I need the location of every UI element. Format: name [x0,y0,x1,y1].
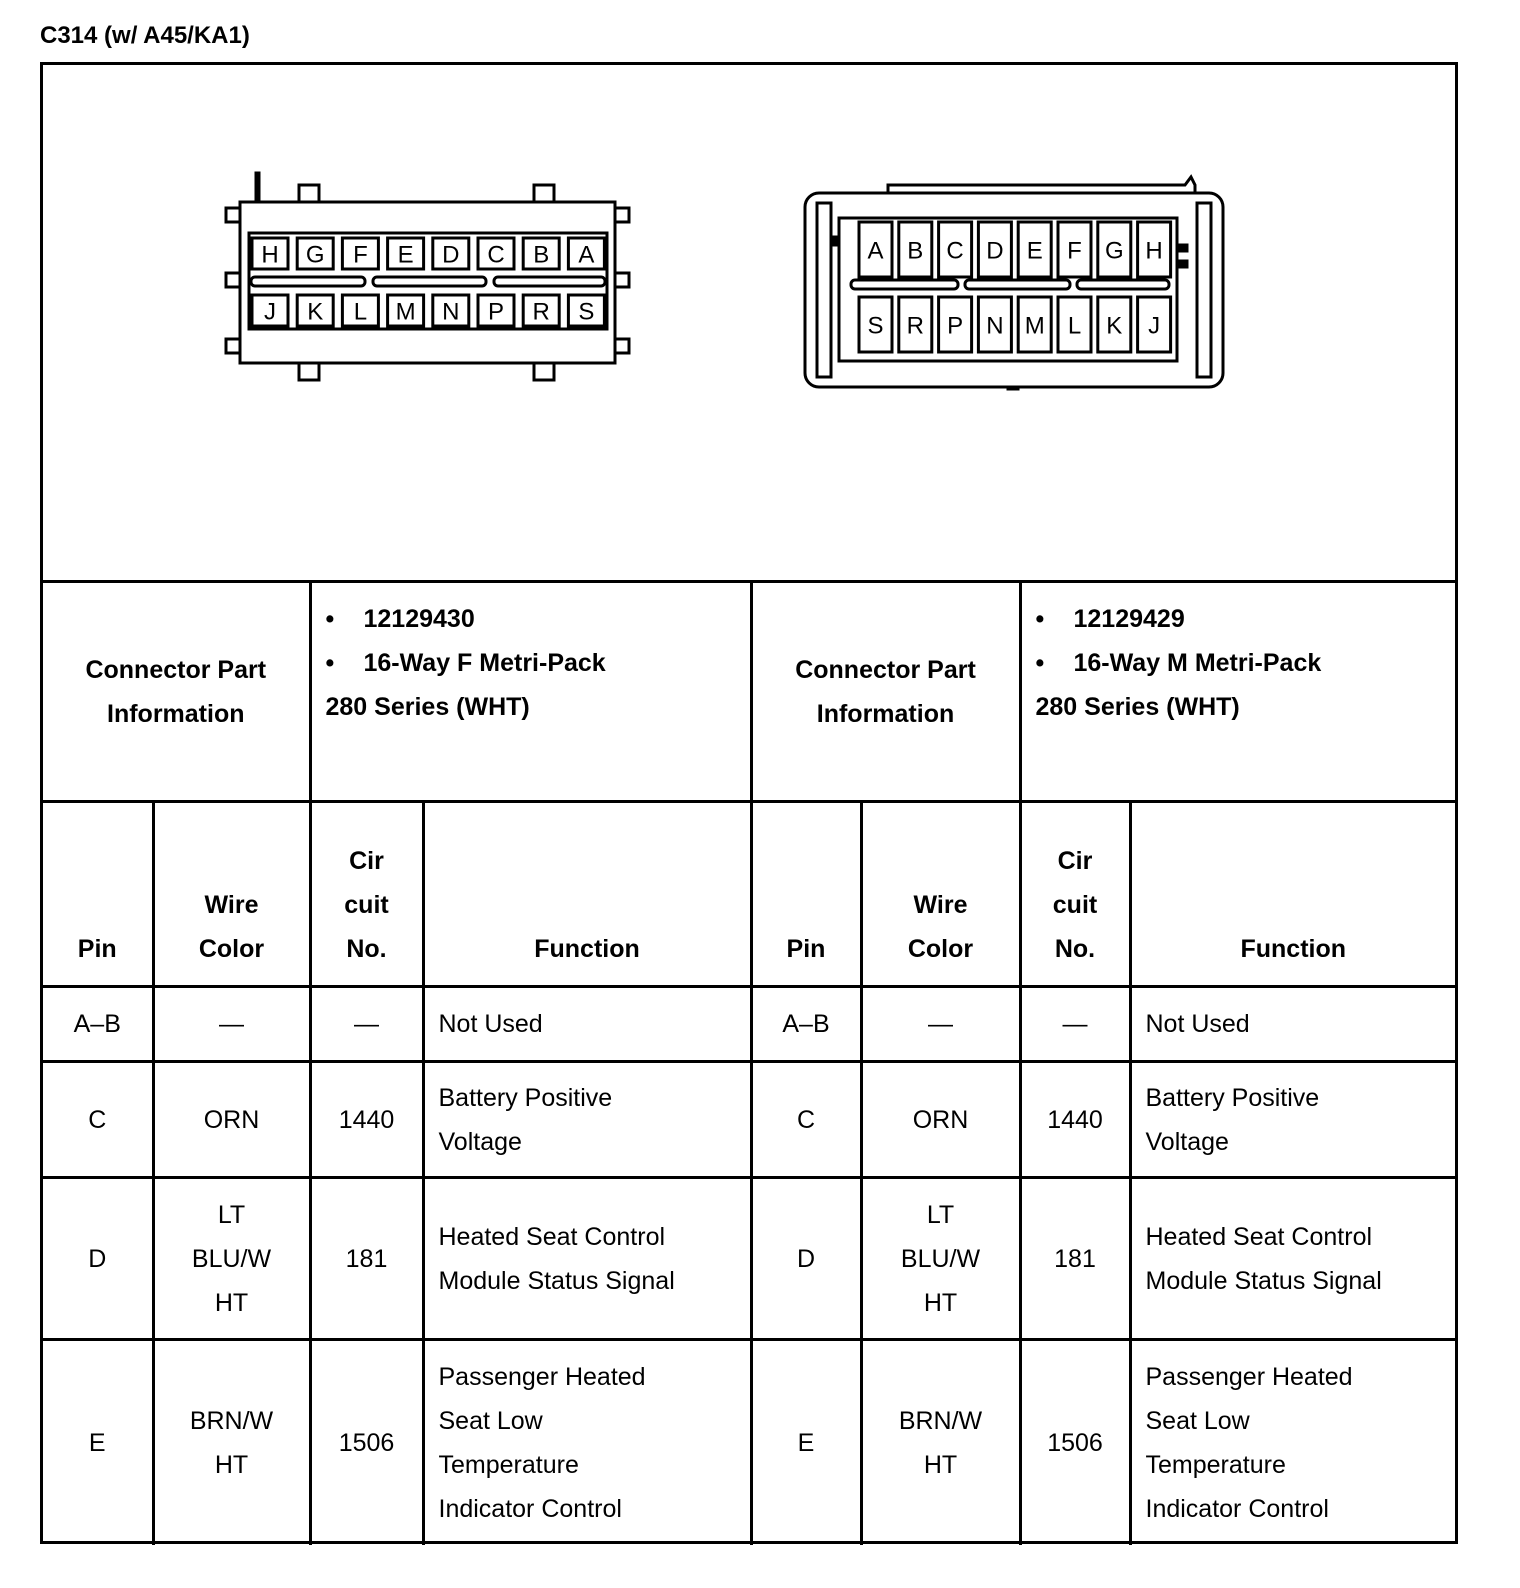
connector-part-info-right: • 12129429 • 16-Way M Metri-Pack 280 Series (WHT) [1020,582,1455,802]
right-pin-label: K [1106,312,1123,340]
page-title: C314 (w/ A45/KA1) [40,22,250,49]
left-pin-label: G [305,241,325,269]
function-cell: Not Used [1130,987,1455,1062]
function-cell: Heated Seat Control Module Status Signal [423,1178,751,1340]
function-cell: Battery Positive Voltage [423,1062,751,1178]
left-pin-label: K [307,298,324,326]
right-pin-label: P [947,312,964,340]
pin-cell: A–B [751,987,861,1062]
connector-frame [40,62,1458,1544]
left-pin-label: R [532,298,550,326]
left-pin-label: C [487,241,505,269]
header-wire-color: Wire Color [861,802,1020,987]
circuit-cell: 1506 [310,1340,423,1545]
right-pin-label: C [946,237,964,265]
left-pin-label: D [442,241,460,269]
right-pin-label: M [1024,312,1045,340]
header-row [43,802,1455,987]
circuit-cell: — [1020,987,1130,1062]
circuit-cell: 1440 [310,1062,423,1178]
connector-type: 16-Way F Metri-Pack [363,649,606,677]
wire-color-cell: BRN/W HT [861,1340,1020,1545]
function-cell: Heated Seat Control Module Status Signal [1130,1178,1455,1340]
pin-cell: E [751,1340,861,1545]
connector-part-info-label-right: Connector Part Information [751,582,1020,802]
right-pin-label: L [1067,312,1082,340]
right-pin-label: N [986,312,1004,340]
connector-part-info-left: • 12129430 • 16-Way F Metri-Pack 280 Series (WHT) [310,582,751,802]
right-pin-label: G [1104,237,1124,265]
wire-color-cell: BRN/W HT [153,1340,310,1545]
left-pin-label: A [578,241,595,269]
function-cell: Passenger Heated Seat Low Temperature Indicator Control [423,1340,751,1545]
connector-info-row [43,582,1455,802]
right-pin-label: J [1148,312,1161,340]
circuit-cell: 1506 [1020,1340,1130,1545]
circuit-cell: 1440 [1020,1062,1130,1178]
left-pin-label: L [353,298,368,326]
pin-cell: C [751,1062,861,1178]
connector-diagram [43,65,1455,580]
right-pin-label: F [1067,237,1082,265]
function-cell: Not Used [423,987,751,1062]
header-function: Function [1130,802,1455,987]
wire-color-cell: — [153,987,310,1062]
part-number: 12129429 [1073,605,1185,633]
header-circuit-no: Cir cuit No. [1020,802,1130,987]
pinout-table [43,580,1455,1545]
left-pin-label: M [395,298,416,326]
header-pin: Pin [751,802,861,987]
circuit-cell: 181 [310,1178,423,1340]
right-pin-label: A [867,237,884,265]
right-pin-label: E [1026,237,1043,265]
left-pin-label: E [397,241,414,269]
connector-type: 16-Way M Metri-Pack [1073,649,1322,677]
wire-color-cell: ORN [861,1062,1020,1178]
circuit-cell: 181 [1020,1178,1130,1340]
wire-color-cell: ORN [153,1062,310,1178]
left-pin-label: J [264,298,276,326]
connector-series: 280 Series (WHT) [325,693,530,721]
pin-cell: C [43,1062,153,1178]
pin-cell: D [43,1178,153,1340]
wire-color-cell: — [861,987,1020,1062]
circuit-cell: — [310,987,423,1062]
pin-cell: E [43,1340,153,1545]
part-number: 12129430 [363,605,475,633]
function-cell: Passenger Heated Seat Low Temperature Indicator Control [1130,1340,1455,1545]
right-pin-label: H [1145,237,1163,265]
left-pin-label: N [442,298,460,326]
pin-cell: A–B [43,987,153,1062]
right-connector [805,177,1223,389]
table-row [43,1062,1455,1178]
connector-series: 280 Series (WHT) [1035,693,1240,721]
pin-cell: D [751,1178,861,1340]
header-pin: Pin [43,802,153,987]
left-connector [226,173,629,380]
left-pin-label: B [533,241,550,269]
header-circuit-no: Cir cuit No. [310,802,423,987]
table-row [43,1340,1455,1545]
left-pin-label: F [353,241,368,269]
left-pin-label: H [261,241,279,269]
left-pin-label: S [578,298,595,326]
right-pin-label: B [907,237,924,265]
right-pin-label: S [867,312,884,340]
header-wire-color: Wire Color [153,802,310,987]
left-pin-label: P [487,298,505,326]
wire-color-cell: LT BLU/W HT [153,1178,310,1340]
table-row [43,987,1455,1062]
function-cell: Battery Positive Voltage [1130,1062,1455,1178]
table-row [43,1178,1455,1340]
right-pin-label: D [986,237,1004,265]
wire-color-cell: LT BLU/W HT [861,1178,1020,1340]
connector-part-info-label-left: Connector Part Information [43,582,310,802]
connector-drawing [43,65,1455,580]
header-function: Function [423,802,751,987]
right-pin-label: R [906,312,924,340]
